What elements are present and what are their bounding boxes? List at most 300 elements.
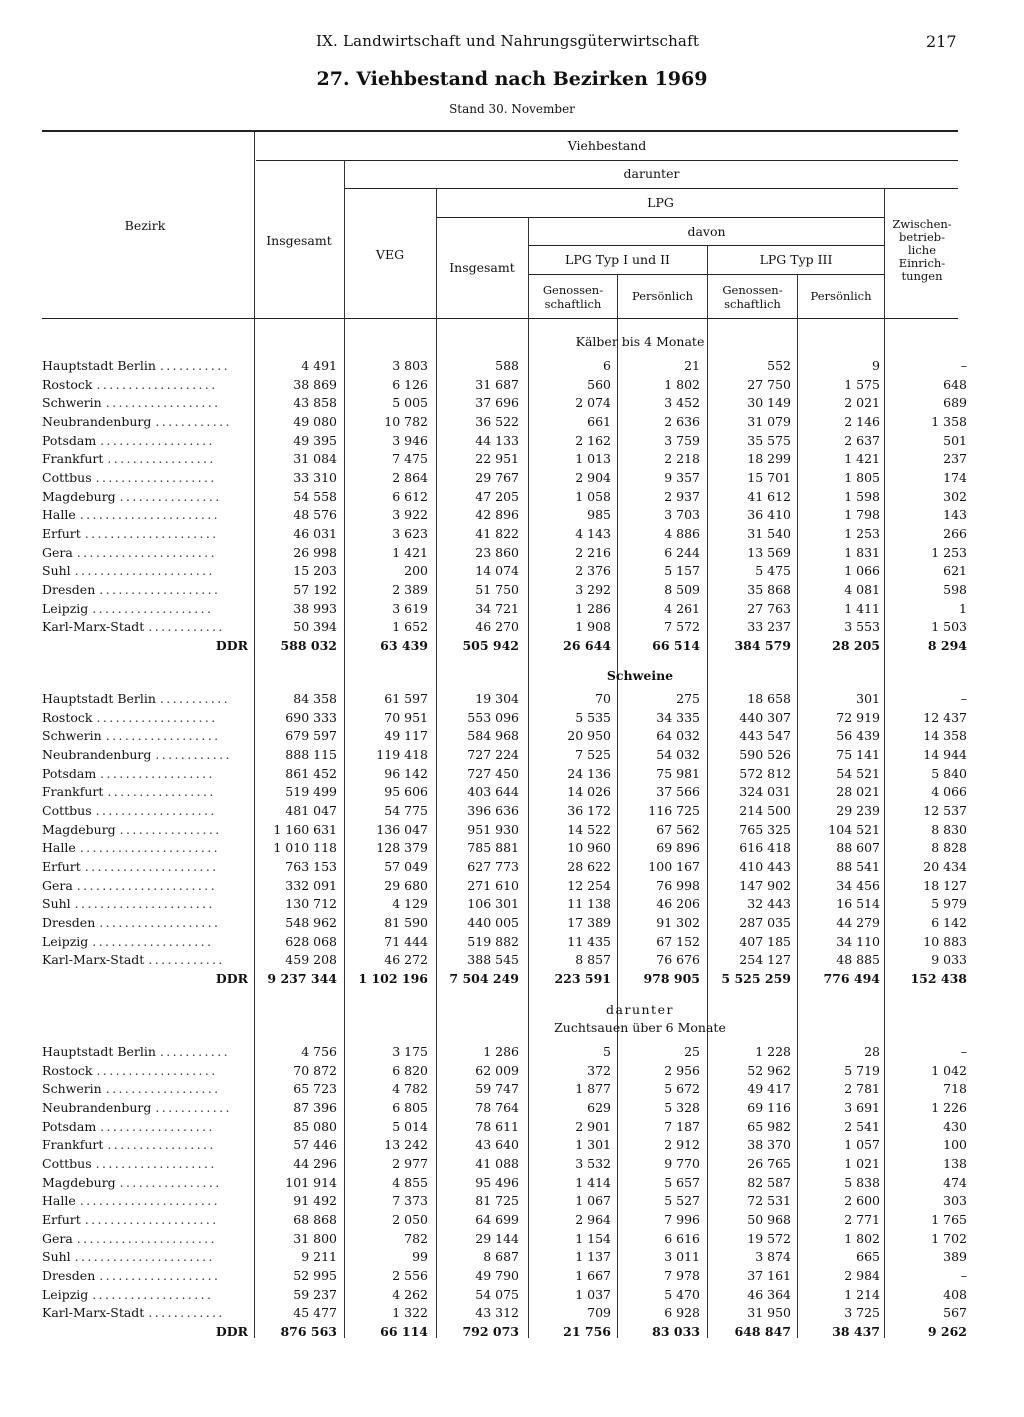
table-row [42, 432, 967, 451]
value-cell: 3 623 [392, 525, 428, 541]
value-cell: 41 822 [475, 525, 519, 541]
page-number: 217 [926, 32, 957, 51]
value-cell: 2 146 [844, 413, 880, 429]
total-row [42, 637, 967, 656]
bezirk-name [42, 765, 252, 784]
leader-dots: .................. [105, 728, 221, 744]
header-persoenlich-3: Persönlich [810, 289, 872, 303]
value-cell: 2 541 [844, 1118, 880, 1134]
table-row [42, 1174, 967, 1193]
value-cell: 14 944 [923, 746, 967, 762]
value-cell: 41 088 [475, 1155, 519, 1171]
running-head: IX. Landwirtschaft und Nahrungsgüterwirtschaft [316, 32, 700, 50]
bezirk-label: Neubrandenburg [42, 1099, 152, 1115]
header-zwischenbetriebliche-einrichtungen [886, 218, 958, 283]
value-cell: 951 930 [467, 821, 519, 837]
value-cell: 324 031 [739, 784, 791, 800]
value-cell: 440 005 [467, 914, 519, 930]
leader-dots: ................... [99, 1267, 221, 1283]
value-cell: 50 968 [747, 1211, 791, 1227]
table-row [42, 1118, 967, 1137]
value-cell: 95 496 [475, 1174, 519, 1190]
bezirk-label: DDR [215, 1323, 248, 1339]
value-cell: 136 047 [376, 821, 428, 837]
value-cell: 598 [943, 581, 967, 597]
value-cell: 49 395 [293, 432, 337, 448]
value-cell: 2 937 [664, 488, 700, 504]
value-cell: 661 [587, 413, 611, 429]
value-cell: 474 [943, 1174, 967, 1190]
bezirk-label: Leipzig [42, 1286, 89, 1302]
value-cell: 64 032 [656, 728, 700, 744]
bezirk-label: Schwerin [42, 1081, 102, 1097]
value-cell: 7 504 249 [449, 970, 519, 986]
value-cell: 44 296 [293, 1155, 337, 1171]
value-cell: 147 902 [739, 877, 791, 893]
table-row [42, 450, 967, 469]
value-cell: 1 253 [844, 525, 880, 541]
header-genossen-3-line2: schaftlich [724, 297, 781, 311]
value-cell: 275 [676, 691, 700, 706]
value-cell: 200 [404, 563, 428, 579]
bezirk-name [42, 469, 252, 488]
bezirk-name [42, 488, 252, 507]
bezirk-label: Halle [42, 840, 76, 856]
header-genossen-1 [529, 283, 617, 311]
value-cell: 2 050 [392, 1211, 428, 1227]
value-cell: 214 500 [739, 802, 791, 818]
value-cell: 75 981 [656, 765, 700, 781]
leader-dots: ................... [95, 1155, 217, 1171]
table-row [42, 618, 967, 637]
leader-dots: ................ [119, 1174, 222, 1190]
value-cell: 1 322 [392, 1305, 428, 1321]
value-cell: 34 335 [656, 709, 700, 725]
value-cell: 67 152 [656, 933, 700, 949]
value-cell: 82 587 [747, 1174, 791, 1190]
value-cell: 1 414 [575, 1174, 611, 1190]
bezirk-label: Rostock [42, 1062, 93, 1078]
value-cell: 37 161 [747, 1267, 791, 1283]
value-cell: 2 956 [664, 1062, 700, 1078]
value-cell: 763 153 [285, 858, 337, 874]
value-cell: 48 885 [836, 952, 880, 968]
bezirk-label: Dresden [42, 581, 96, 597]
value-cell: 505 942 [462, 637, 519, 653]
value-cell: 87 396 [293, 1099, 337, 1115]
bezirk-name [42, 839, 252, 858]
value-cell: 3 922 [392, 507, 428, 523]
bezirk-name [42, 858, 252, 877]
value-cell: 7 525 [575, 746, 611, 762]
table-row [42, 839, 967, 858]
value-cell: 1 066 [844, 563, 880, 579]
table-row [42, 709, 967, 728]
bezirk-name [42, 1155, 252, 1174]
value-cell: 9 770 [664, 1155, 700, 1171]
table-row [42, 1192, 967, 1211]
bezirk-label: Erfurt [42, 525, 81, 541]
value-cell: 5 157 [664, 563, 700, 579]
bezirk-name [42, 1304, 252, 1323]
value-cell: 66 514 [652, 637, 700, 653]
bezirk-name [42, 1211, 252, 1230]
table-row [42, 914, 967, 933]
value-cell: 38 993 [293, 600, 337, 616]
value-cell: 21 756 [563, 1323, 611, 1339]
total-label [42, 1323, 252, 1342]
header-davon: davon [687, 224, 726, 239]
bezirk-name [42, 951, 252, 970]
value-cell: 5 672 [664, 1081, 700, 1097]
value-cell: 2 964 [575, 1211, 611, 1227]
value-cell: 33 310 [293, 469, 337, 485]
bezirk-label: Gera [42, 877, 73, 893]
bezirk-name [42, 821, 252, 840]
value-cell: 9 [872, 358, 880, 373]
bezirk-name [42, 525, 252, 544]
value-cell: 106 301 [467, 896, 519, 912]
value-cell: 52 962 [747, 1062, 791, 1078]
value-cell: 99 [412, 1249, 428, 1265]
value-cell: 18 127 [923, 877, 967, 893]
rule-under-lpg [437, 217, 884, 218]
value-cell: 69 896 [656, 840, 700, 856]
value-cell: 37 696 [475, 395, 519, 411]
value-cell: 85 080 [293, 1118, 337, 1134]
bezirk-label: Magdeburg [42, 1174, 116, 1190]
table-row [42, 525, 967, 544]
value-cell: 64 699 [475, 1211, 519, 1227]
data-table-kaelber [42, 357, 967, 656]
value-cell: 5 527 [664, 1193, 700, 1209]
value-cell: 29 239 [836, 802, 880, 818]
value-cell: 32 443 [747, 896, 791, 912]
bezirk-name [42, 432, 252, 451]
bezirk-label: Cottbus [42, 469, 92, 485]
value-cell: 17 389 [567, 914, 611, 930]
value-cell: 15 203 [293, 563, 337, 579]
value-cell: 49 417 [747, 1081, 791, 1097]
bezirk-name [42, 1062, 252, 1081]
value-cell: 1 598 [844, 488, 880, 504]
bezirk-label: Erfurt [42, 858, 81, 874]
value-cell: 70 [595, 691, 611, 706]
bezirk-label: Frankfurt [42, 451, 104, 467]
section-label-kaelber: Kälber bis 4 Monate [575, 334, 705, 349]
value-cell: 2 389 [392, 581, 428, 597]
leader-dots: ............ [148, 619, 225, 635]
value-cell: 36 410 [747, 507, 791, 523]
value-cell: 54 032 [656, 746, 700, 762]
value-cell: 519 499 [285, 784, 337, 800]
value-cell: 4 129 [392, 896, 428, 912]
bezirk-name [42, 746, 252, 765]
table-row [42, 600, 967, 619]
value-cell: 31 084 [293, 451, 337, 467]
value-cell: 31 079 [747, 413, 791, 429]
value-cell: 91 492 [293, 1193, 337, 1209]
table-row [42, 951, 967, 970]
value-cell: 35 868 [747, 581, 791, 597]
data-table-zuchtsauen [42, 1043, 967, 1342]
table-row [42, 690, 967, 709]
value-cell: 430 [943, 1118, 967, 1134]
value-cell: 24 136 [567, 765, 611, 781]
value-cell: 785 881 [467, 840, 519, 856]
value-cell: 96 142 [384, 765, 428, 781]
bezirk-name [42, 450, 252, 469]
value-cell: 44 279 [836, 914, 880, 930]
bezirk-label: Karl-Marx-Stadt [42, 952, 145, 968]
bezirk-name [42, 1043, 252, 1062]
value-cell: 12 254 [567, 877, 611, 893]
value-cell: 567 [943, 1305, 967, 1321]
value-cell: 59 747 [475, 1081, 519, 1097]
value-cell: 54 558 [293, 488, 337, 504]
bezirk-name [42, 600, 252, 619]
table-title: 27. Viehbestand nach Bezirken 1969 [316, 68, 708, 90]
value-cell: – [960, 1044, 967, 1059]
table-row [42, 506, 967, 525]
header-bottom-rule [42, 318, 958, 319]
leader-dots: ................... [99, 914, 221, 930]
value-cell: 54 521 [836, 765, 880, 781]
bezirk-label: Magdeburg [42, 821, 116, 837]
value-cell: 2 074 [575, 395, 611, 411]
value-cell: 20 950 [567, 728, 611, 744]
value-cell: 46 272 [384, 952, 428, 968]
value-cell: 1 154 [575, 1230, 611, 1246]
table-row [42, 1267, 967, 1286]
bezirk-label: Halle [42, 507, 76, 523]
value-cell: 43 312 [475, 1305, 519, 1321]
value-cell: 1 421 [844, 451, 880, 467]
value-cell: 30 149 [747, 395, 791, 411]
value-cell: 2 781 [844, 1081, 880, 1097]
total-label [42, 637, 252, 656]
value-cell: 100 167 [648, 858, 700, 874]
leader-dots: ................. [107, 1137, 216, 1153]
header-lpg-typ-3: LPG Typ III [759, 252, 833, 267]
value-cell: 71 444 [384, 933, 428, 949]
value-cell: 3 011 [664, 1249, 700, 1265]
bezirk-name [42, 618, 252, 637]
leader-dots: ..................... [84, 525, 219, 541]
bezirk-name [42, 1248, 252, 1267]
value-cell: 407 185 [739, 933, 791, 949]
value-cell: 70 951 [384, 709, 428, 725]
value-cell: 3 452 [664, 395, 700, 411]
value-cell: 1 805 [844, 469, 880, 485]
bezirk-name [42, 1080, 252, 1099]
value-cell: 4 261 [664, 600, 700, 616]
value-cell: 5 719 [844, 1062, 880, 1078]
value-cell: 8 294 [927, 637, 967, 653]
value-cell: 709 [587, 1305, 611, 1321]
value-cell: 4 262 [392, 1286, 428, 1302]
value-cell: 616 418 [739, 840, 791, 856]
bezirk-label: Schwerin [42, 728, 102, 744]
value-cell: 2 600 [844, 1193, 880, 1209]
value-cell: 6 126 [392, 376, 428, 392]
table-row [42, 1043, 967, 1062]
bezirk-label: Potsdam [42, 1118, 97, 1134]
leader-dots: ...................... [74, 563, 215, 579]
value-cell: 1 411 [844, 600, 880, 616]
leader-dots: ............ [148, 952, 225, 968]
value-cell: 38 370 [747, 1137, 791, 1153]
value-cell: 1 877 [575, 1081, 611, 1097]
value-cell: 16 514 [836, 896, 880, 912]
value-cell: 372 [587, 1062, 611, 1078]
value-cell: 690 333 [285, 709, 337, 725]
header-lpg-typ-1-2: LPG Typ I und II [565, 252, 670, 267]
value-cell: 3 759 [664, 432, 700, 448]
total-row [42, 1323, 967, 1342]
value-cell: 7 978 [664, 1267, 700, 1283]
value-cell: 3 619 [392, 600, 428, 616]
value-cell: 4 081 [844, 581, 880, 597]
value-cell: 237 [943, 451, 967, 467]
value-cell: 48 576 [293, 507, 337, 523]
header-viehbestand: Viehbestand [567, 138, 647, 153]
value-cell: 254 127 [739, 952, 791, 968]
value-cell: 302 [943, 488, 967, 504]
value-cell: 57 192 [293, 581, 337, 597]
table-subtitle: Stand 30. November [449, 102, 575, 116]
value-cell: 1 [959, 600, 967, 616]
value-cell: 876 563 [280, 1323, 337, 1339]
value-cell: 590 526 [739, 746, 791, 762]
value-cell: 26 765 [747, 1155, 791, 1171]
bezirk-label: Leipzig [42, 933, 89, 949]
value-cell: 1 013 [575, 451, 611, 467]
total-label [42, 970, 252, 989]
bezirk-label: Neubrandenburg [42, 413, 152, 429]
table-row [42, 1211, 967, 1230]
header-top-rule [42, 130, 958, 132]
bezirk-label: Hauptstadt Berlin [42, 1044, 156, 1059]
value-cell: 2 901 [575, 1118, 611, 1134]
leader-dots: .................. [105, 395, 221, 411]
value-cell: 5 535 [575, 709, 611, 725]
leader-dots: .................. [105, 1081, 221, 1097]
value-cell: 782 [404, 1230, 428, 1246]
value-cell: 1 421 [392, 544, 428, 560]
value-cell: 26 998 [293, 544, 337, 560]
table-row [42, 933, 967, 952]
value-cell: 14 358 [923, 728, 967, 744]
table-row [42, 877, 967, 896]
bezirk-name [42, 727, 252, 746]
value-cell: 10 782 [384, 413, 428, 429]
value-cell: 43 640 [475, 1137, 519, 1153]
bezirk-name [42, 376, 252, 395]
leader-dots: ............ [155, 746, 232, 762]
value-cell: 621 [943, 563, 967, 579]
bezirk-name [42, 709, 252, 728]
value-cell: 1 226 [931, 1099, 967, 1115]
value-cell: 8 687 [483, 1249, 519, 1265]
value-cell: 266 [943, 525, 967, 541]
value-cell: 33 237 [747, 619, 791, 635]
value-cell: 34 456 [836, 877, 880, 893]
value-cell: 4 886 [664, 525, 700, 541]
bezirk-name [42, 544, 252, 563]
table-row [42, 1062, 967, 1081]
value-cell: 5 525 259 [721, 970, 791, 986]
value-cell: 59 237 [293, 1286, 337, 1302]
value-cell: 23 860 [475, 544, 519, 560]
leader-dots: ................... [99, 581, 221, 597]
section-label-zuchtsauen: Zuchtsauen über 6 Monate [554, 1020, 726, 1035]
leader-dots: ................... [96, 1062, 218, 1078]
value-cell: 22 951 [475, 451, 519, 467]
value-cell: 152 438 [910, 970, 967, 986]
leader-dots: ............ [155, 1099, 232, 1115]
value-cell: 12 437 [923, 709, 967, 725]
value-cell: 560 [587, 376, 611, 392]
value-cell: 443 547 [739, 728, 791, 744]
value-cell: 19 304 [475, 691, 519, 706]
value-cell: 3 725 [844, 1305, 880, 1321]
value-cell: 440 307 [739, 709, 791, 725]
value-cell: 2 636 [664, 413, 700, 429]
value-cell: 2 021 [844, 395, 880, 411]
value-cell: 6 142 [931, 914, 967, 930]
leader-dots: .................. [100, 1118, 215, 1134]
value-cell: 2 904 [575, 469, 611, 485]
value-cell: 2 376 [575, 563, 611, 579]
value-cell: 174 [943, 469, 967, 485]
value-cell: 15 701 [747, 469, 791, 485]
table-row [42, 802, 967, 821]
value-cell: 5 005 [392, 395, 428, 411]
value-cell: 46 364 [747, 1286, 791, 1302]
value-cell: 9 237 344 [267, 970, 337, 986]
header-genossen-1-line2: schaftlich [544, 297, 602, 311]
bezirk-label: Cottbus [42, 802, 92, 818]
leader-dots: ...................... [79, 1193, 220, 1209]
bezirk-name [42, 1118, 252, 1137]
bezirk-label: Suhl [42, 1249, 71, 1265]
value-cell: 7 475 [392, 451, 428, 467]
table-row [42, 357, 967, 376]
leader-dots: ................... [92, 1286, 214, 1302]
table-row [42, 469, 967, 488]
bezirk-name [42, 1267, 252, 1286]
bezirk-name [42, 802, 252, 821]
value-cell: 588 [495, 358, 519, 373]
value-cell: 303 [943, 1193, 967, 1209]
value-cell: 62 009 [475, 1062, 519, 1078]
table-row [42, 821, 967, 840]
bezirk-label: Hauptstadt Berlin [42, 691, 156, 706]
value-cell: 65 982 [747, 1118, 791, 1134]
value-cell: 69 116 [747, 1099, 791, 1115]
leader-dots: ...................... [76, 544, 218, 560]
bezirk-label: Karl-Marx-Stadt [42, 1305, 145, 1321]
value-cell: 38 437 [832, 1323, 880, 1339]
value-cell: 128 379 [376, 840, 428, 856]
value-cell: 1 652 [392, 619, 428, 635]
table-row [42, 488, 967, 507]
value-cell: 138 [943, 1155, 967, 1171]
value-cell: 18 658 [747, 691, 791, 706]
value-cell: 727 450 [467, 765, 519, 781]
value-cell: 4 491 [301, 358, 337, 373]
